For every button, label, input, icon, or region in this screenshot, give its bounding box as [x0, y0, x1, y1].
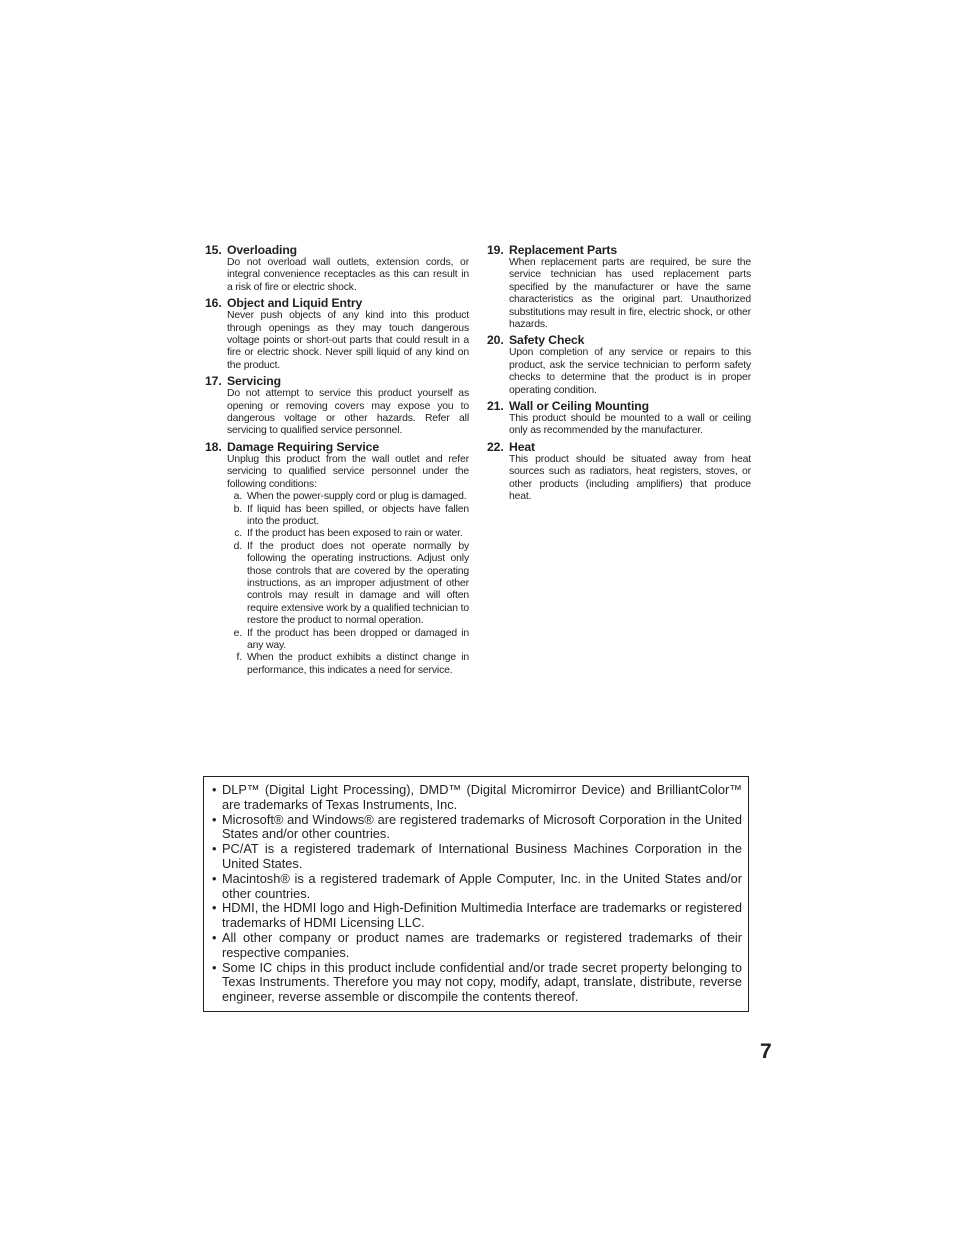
item-body: Never push objects of any kind into this product through openings as they may touch dangerous voltage points or short-out parts that could result in a fire or electric shock. Never spill liquid of any kind on the product. [227, 310, 469, 371]
trademark-item [212, 783, 742, 813]
safety-column-right [487, 243, 751, 506]
conditions-list [227, 491, 469, 677]
condition-item [227, 504, 469, 529]
condition-letter: a. [233, 491, 242, 503]
bullet-icon: • [212, 959, 217, 975]
trademark-text: DLP™ (Digital Light Processing), DMD™ (Digital Micromirror Device) and BrilliantColor™ are trademarks of Texas Instruments, Inc. [222, 782, 742, 812]
item-title: Safety Check [509, 333, 585, 348]
item-number: 15. [205, 243, 222, 257]
trademark-item [212, 931, 742, 961]
trademark-text: HDMI, the HDMI logo and High-Definition Multimedia Interface are trademarks or registered trademarks of HDMI Licensing LLC. [222, 900, 742, 931]
trademark-text: Some IC chips in this product include confidential and/or trade secret property belonging to Texas Instruments. Therefore you may not copy, modify, adapt, translate, distribute, reverse engineer, reverse assemble or discompile the contents thereof. [222, 959, 742, 1005]
safety-item-object-liquid-entry [205, 296, 469, 372]
item-title: Wall or Ceiling Mounting [509, 399, 649, 414]
item-intro: Unplug this product from the wall outlet and refer servicing to qualified service personnel under the following conditions: [227, 453, 469, 490]
trademark-item [212, 901, 742, 931]
safety-item-safety-check [487, 333, 751, 397]
condition-letter: c. [234, 528, 242, 540]
item-body: Do not overload wall outlets, extension cords, or integral convenience receptacles as this can result in a risk of fire or electric shock. [227, 257, 469, 293]
condition-text: When the product exhibits a distinct change in performance, this indicates a need for service. [247, 652, 469, 676]
item-number: 22. [487, 439, 504, 454]
item-body: This product should be situated away from heat sources such as radiators, heat registers, stoves, or other products (including amplifiers) that produce heat. [509, 453, 751, 503]
safety-item-overloading [205, 243, 469, 294]
safety-item-wall-ceiling-mounting [487, 399, 751, 438]
condition-letter: e. [233, 627, 242, 639]
condition-item [227, 528, 469, 540]
safety-item-heat [487, 440, 751, 504]
bullet-icon: • [212, 900, 217, 916]
item-number: 18. [205, 439, 222, 454]
item-title: Damage Requiring Service [227, 439, 380, 454]
trademark-item [212, 813, 742, 843]
item-number: 17. [205, 374, 222, 389]
bullet-icon: • [212, 929, 217, 945]
trademark-text: PC/AT is a registered trademark of International Business Machines Corporation in the United States. [222, 841, 742, 871]
trademark-item [212, 842, 742, 872]
bullet-icon: • [212, 870, 217, 886]
item-number: 21. [487, 399, 504, 414]
trademark-text: Macintosh® is a registered trademark of Apple Computer, Inc. in the United States and/or other countries. [222, 870, 742, 901]
trademark-text: Microsoft® and Windows® are registered trademarks of Microsoft Corporation in the United States and/or other countries. [222, 811, 742, 842]
item-title: Object and Liquid Entry [227, 296, 363, 311]
safety-column-left [205, 243, 469, 679]
item-number: 20. [487, 333, 504, 348]
condition-text: If the product does not operate normally by following the operating instructions. Adjust only those controls that are covered by the operating instructions, as an improper adjustment of other controls may result in damage and will often require extensive work by a qualified technician to restore the product to normal operation. [247, 540, 469, 627]
condition-text: If the product has been dropped or damaged in any way. [247, 627, 469, 651]
bullet-icon: • [212, 782, 217, 797]
trademark-notice-box [203, 776, 749, 1012]
trademark-text: All other company or product names are trademarks or registered trademarks of their respective companies. [222, 929, 742, 960]
item-body: Do not attempt to service this product yourself as opening or removing covers may expose you to dangerous voltage or other hazards. Refer all servicing to qualified service personnel. [227, 388, 469, 437]
item-number: 16. [205, 296, 222, 311]
condition-item [227, 628, 469, 653]
safety-item-damage-requiring-service [205, 440, 469, 677]
item-title: Heat [509, 439, 536, 454]
item-number: 19. [487, 243, 504, 257]
item-title: Servicing [227, 374, 281, 389]
trademark-item [212, 872, 742, 902]
page-number: 7 [760, 1040, 772, 1063]
item-body [227, 454, 469, 677]
item-body: Upon completion of any service or repairs to this product, ask the service technician to perform safety checks to determine that the product is in proper operating condition. [509, 347, 751, 396]
condition-letter: d. [233, 540, 242, 552]
condition-letter: b. [233, 503, 242, 515]
condition-text: When the power-supply cord or plug is damaged. [247, 491, 467, 503]
item-title: Replacement Parts [509, 243, 618, 257]
condition-item [227, 491, 469, 503]
safety-item-servicing [205, 374, 469, 438]
item-body: This product should be mounted to a wall or ceiling only as recommended by the manufacturer. [509, 413, 751, 437]
safety-item-replacement-parts [487, 243, 751, 331]
condition-item [227, 541, 469, 628]
condition-item [227, 652, 469, 677]
condition-text: If liquid has been spilled, or objects have fallen into the product. [247, 503, 469, 527]
item-body: When replacement parts are required, be sure the service technician has used replacement parts specified by the manufacturer or have the same characteristics as the original part. Unauthorized substitutions may result in fire, electric shock, or other hazards. [509, 257, 751, 331]
trademark-item [212, 961, 742, 1005]
condition-letter: f. [236, 652, 242, 664]
item-title: Overloading [227, 243, 298, 257]
bullet-icon: • [212, 841, 217, 857]
condition-text: If the product has been exposed to rain or water. [247, 528, 463, 540]
bullet-icon: • [212, 811, 217, 827]
